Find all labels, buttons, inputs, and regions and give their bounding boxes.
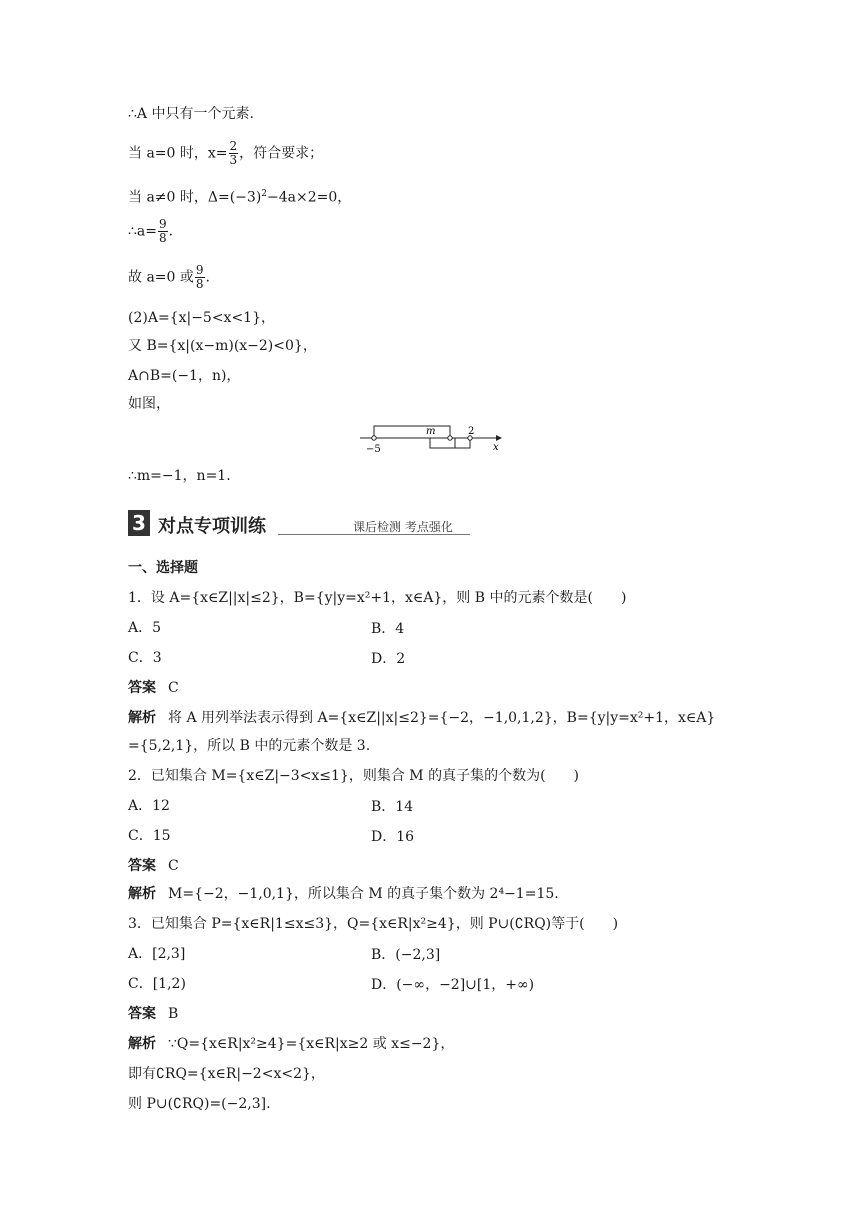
solution-line-4 [128, 218, 173, 245]
analysis-text: ∵Q={x∈R|x²≥4}={x∈R|x≥2 或 x≤−2}， [168, 1036, 455, 1052]
analysis-text: M={−2，−1,0,1}，所以集合 M 的真子集个数为 2⁴−1=15. [168, 886, 559, 902]
q2-option-b: B．14 [371, 799, 414, 815]
section-subtitle: 课后检测 考点强化 [353, 520, 453, 534]
fraction-numerator: 9 [195, 263, 204, 277]
label-x: x [493, 442, 499, 453]
q3-analysis-1 [128, 1034, 454, 1054]
q1-option-d: D．2 [371, 651, 406, 667]
solution-line-5 [128, 264, 210, 291]
label-2: 2 [468, 426, 475, 437]
q2-option-c: C．15 [128, 828, 171, 844]
fraction-denominator: 8 [158, 231, 167, 245]
solution-line-6: (2)A={x|−5<x<1}， [128, 310, 275, 326]
section-title: 对点专项训练 [158, 516, 266, 537]
axis-arrow [496, 435, 502, 441]
exponent: 2 [261, 189, 268, 199]
q2-stem: 2．已知集合 M={x∈Z|−3<x≤1}，则集合 M 的真子集的个数为( ) [128, 768, 579, 784]
answer-label: 答案 [128, 680, 156, 696]
solution-line-4-text-a: ∴a= [128, 223, 157, 240]
q1-stem: 1．设 A={x∈Z||x|≤2}，B={y|y=x²+1，x∈A}，则 B 中的元素个数是( ) [128, 590, 627, 606]
solution-line-3-text-b: −4a×2=0， [267, 189, 352, 206]
solution-line-5-text-b: . [205, 269, 210, 286]
solution-line-2 [128, 140, 323, 167]
answer-value: C [168, 680, 179, 696]
q2-answer [128, 856, 179, 876]
q2-option-a: A．12 [128, 798, 170, 814]
section-header [128, 510, 470, 536]
solution-line-3-text-a: 当 a≠0 时，Δ=(−3) [128, 189, 262, 206]
q1-analysis-2: ={5,2,1}，所以 B 中的元素个数是 3. [128, 738, 371, 754]
fraction-denominator: 8 [195, 277, 204, 291]
q3-answer [128, 1004, 178, 1024]
q1-analysis-1 [128, 708, 715, 728]
solution-line-9: 如图， [128, 396, 170, 412]
q1-answer [128, 678, 179, 698]
solution-line-5-text-a: 故 a=0 或 [128, 269, 194, 286]
part-title: 一、选择题 [128, 560, 198, 576]
number-line-figure [356, 420, 506, 456]
answer-label: 答案 [128, 1006, 156, 1022]
solution-line-10: ∴m=−1，n=1. [128, 468, 231, 484]
fraction-9-8 [195, 264, 205, 291]
analysis-label: 解析 [128, 1036, 156, 1052]
solution-line-7: 又 B={x|(x−m)(x−2)<0}， [128, 338, 317, 354]
q3-option-c: C．[1,2) [128, 976, 186, 992]
answer-label: 答案 [128, 858, 156, 874]
solution-line-4-text-b: . [168, 223, 174, 240]
q2-option-d: D．16 [371, 829, 415, 845]
analysis-text: 将 A 用列举法表示得到 A={x∈Z||x|≤2}={−2，−1,0,1,2}，B={y|y=x²+1，x∈A} [168, 710, 716, 726]
q1-option-a: A．5 [128, 620, 162, 636]
q3-analysis-3: 则 P∪(∁RQ)=(−2,3]. [128, 1096, 271, 1112]
point-neg5 [372, 436, 376, 440]
fraction-numerator: 2 [229, 139, 238, 153]
fraction-numerator: 9 [158, 217, 167, 231]
q3-option-b: B．(−2,3] [371, 947, 441, 963]
section-underline [278, 534, 470, 535]
fraction-9-8 [158, 218, 168, 245]
solution-line-2-text-b: ，符合要求； [239, 145, 324, 162]
set-a-interval-box [374, 426, 450, 438]
solution-line-3 [128, 184, 351, 208]
q1-option-c: C．3 [128, 650, 162, 666]
q3-option-d: D．(−∞，−2]∪[1，+∞) [371, 977, 535, 993]
label-neg5: −5 [366, 444, 381, 455]
section-number: 3 [128, 510, 150, 536]
answer-value: C [168, 858, 179, 874]
solution-line-1: ∴A 中只有一个元素. [128, 106, 254, 122]
q3-option-a: A．[2,3] [128, 946, 186, 962]
answer-value: B [168, 1006, 179, 1022]
fraction-denominator: 3 [229, 153, 238, 167]
q3-stem: 3．已知集合 P={x∈R|1≤x≤3}，Q={x∈R|x²≥4}，则 P∪(∁RQ)等于( ) [128, 916, 619, 932]
q3-analysis-2: 即有∁RQ={x∈R|−2<x<2}， [128, 1066, 325, 1082]
q2-analysis-1 [128, 884, 559, 904]
analysis-label: 解析 [128, 710, 156, 726]
solution-line-8: A∩B=(−1，n)， [128, 368, 241, 384]
solution-line-2-text-a: 当 a=0 时，x= [128, 145, 228, 162]
point-1 [448, 436, 452, 440]
q1-option-b: B．4 [371, 621, 405, 637]
fraction-2-3 [229, 140, 239, 167]
label-m: m [426, 426, 436, 437]
analysis-label: 解析 [128, 886, 156, 902]
